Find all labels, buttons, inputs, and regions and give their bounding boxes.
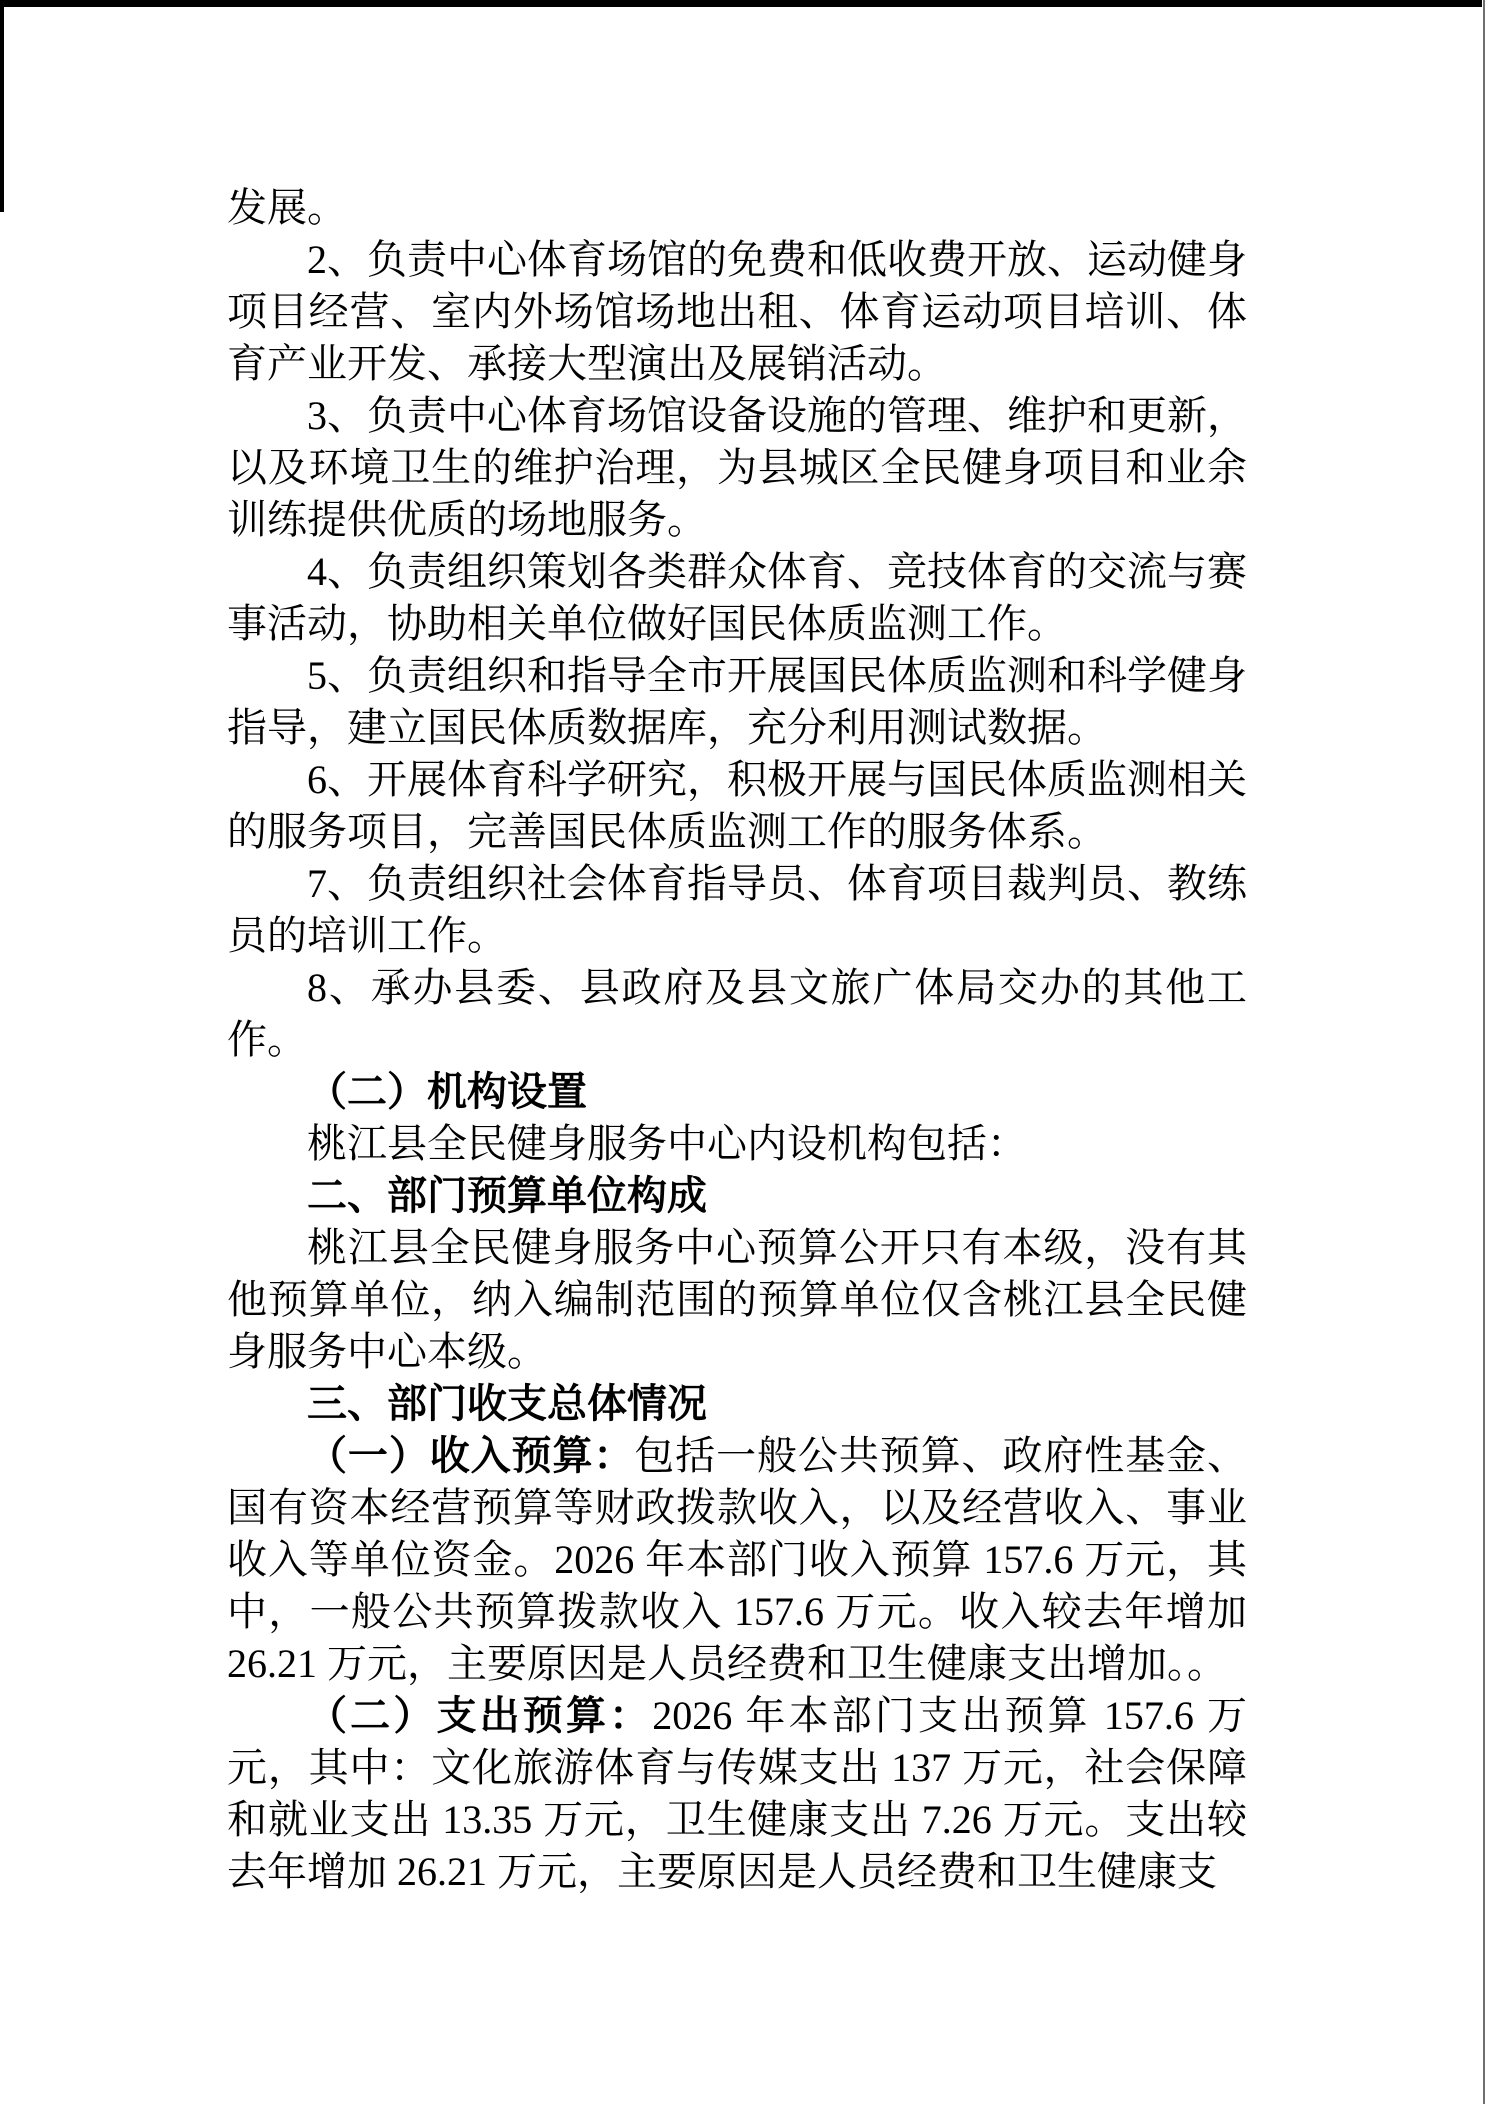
paragraph (227, 1430, 1247, 1690)
paragraph (227, 1066, 1247, 1118)
paragraph (227, 1170, 1247, 1222)
paragraph (227, 182, 1247, 234)
paragraph-text: 3、负责中心体育场馆设备设施的管理、维护和更新，以及环境卫生的维护治理，为县城区全民健身项目和业余训练提供优质的场地服务。 (227, 393, 1247, 542)
scan-edge-top-bar (0, 0, 1482, 7)
paragraph-text: 发展。 (227, 185, 347, 230)
paragraph-bold-prefix: （一）收入预算： (307, 1433, 635, 1478)
paragraph (227, 650, 1247, 754)
paragraph (227, 858, 1247, 962)
paragraph-text: 2、负责中心体育场馆的免费和低收费开放、运动健身项目经营、室内外场馆场地出租、体育运动项目培训、体育产业开发、承接大型演出及展销活动。 (227, 237, 1247, 386)
document-body (227, 182, 1247, 1898)
paragraph-text: 桃江县全民健身服务中心内设机构包括： (307, 1121, 1027, 1166)
paragraph-text: 桃江县全民健身服务中心预算公开只有本级，没有其他预算单位，纳入编制范围的预算单位仅含桃江县全民健身服务中心本级。 (227, 1225, 1247, 1374)
paragraph-text: 5、负责组织和指导全市开展国民体质监测和科学健身指导，建立国民体质数据库，充分利用测试数据。 (227, 653, 1247, 750)
paragraph (227, 234, 1247, 390)
paragraph (227, 754, 1247, 858)
paragraph (227, 390, 1247, 546)
paragraph (227, 962, 1247, 1066)
paragraph (227, 1222, 1247, 1378)
paragraph-text: （二）机构设置 (307, 1069, 587, 1114)
paragraph-text: 4、负责组织策划各类群众体育、竞技体育的交流与赛事活动，协助相关单位做好国民体质监测工作。 (227, 549, 1247, 646)
scan-edge-left-bar (0, 0, 4, 212)
paragraph (227, 1378, 1247, 1430)
paragraph-text: 2026 年本部门支出预算 157.6 万元，其中：文化旅游体育与传媒支出 137 万元，社会保障和就业支出 13.35 万元，卫生健康支出 7.26 万元。支出较去年增加 26.21 万元，主要原因是人员经费和卫生健康支 (227, 1693, 1248, 1894)
paragraph-text: 三、部门收支总体情况 (307, 1381, 707, 1426)
paragraph-text: 6、开展体育科学研究，积极开展与国民体质监测相关的服务项目，完善国民体质监测工作的服务体系。 (227, 757, 1247, 854)
paragraph-text: 包括一般公共预算、政府性基金、国有资本经营预算等财政拨款收入，以及经营收入、事业收入等单位资金。2026 年本部门收入预算 157.6 万元，其中，一般公共预算拨款收入 157.6 万元。收入较去年增加 26.21 万元，主要原因是人员经费和卫生健康支出增加。。 (227, 1433, 1248, 1686)
paragraph-text: 二、部门预算单位构成 (307, 1173, 707, 1218)
paragraph-text: 8、承办县委、县政府及县文旅广体局交办的其他工作。 (227, 965, 1247, 1062)
paragraph (227, 1118, 1247, 1170)
paragraph-text: 7、负责组织社会体育指导员、体育项目裁判员、教练员的培训工作。 (227, 861, 1247, 958)
paragraph (227, 546, 1247, 650)
paragraph (227, 1690, 1247, 1898)
paragraph-bold-prefix: （二）支出预算： (307, 1693, 653, 1738)
scan-edge-right-line (1483, 0, 1485, 2104)
